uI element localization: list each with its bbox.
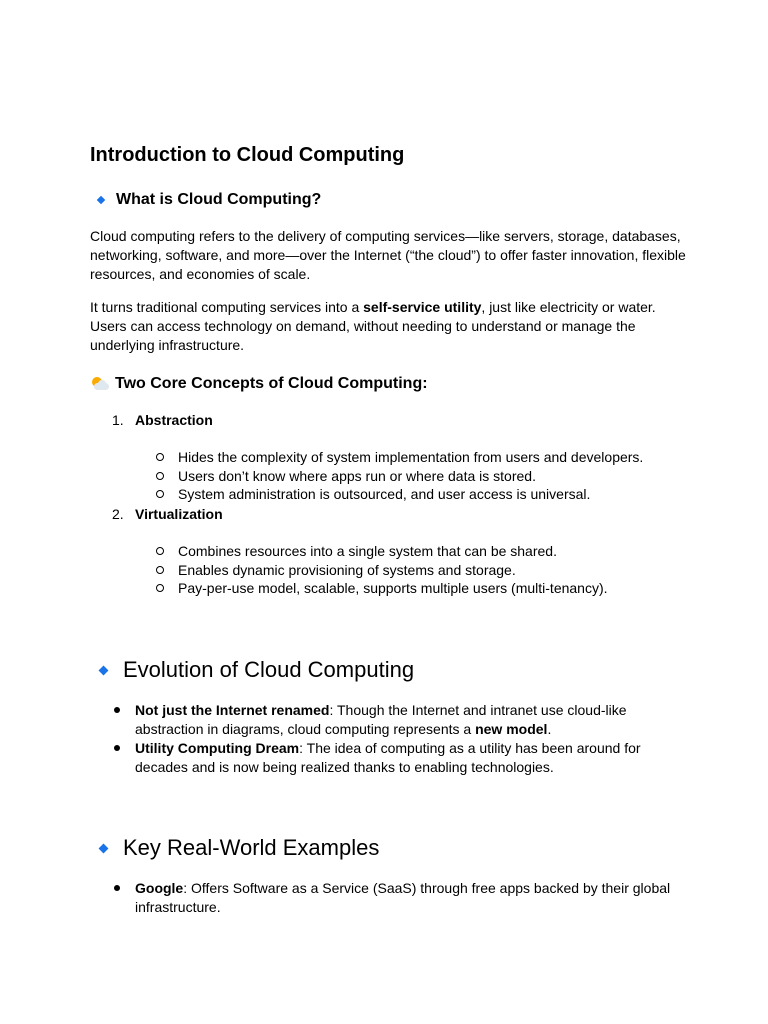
section-heading-core-concepts: [90, 375, 428, 393]
sub-list-item: [156, 580, 608, 596]
bold-text: self-service utility: [363, 299, 482, 315]
sub-list-item: [156, 562, 516, 578]
hollow-bullet-icon: [156, 547, 164, 555]
blue-diamond-icon: [97, 196, 105, 204]
bullet-icon: [114, 885, 120, 891]
section-heading-label: Key Real-World Examples: [123, 835, 380, 860]
paragraph: Cloud computing refers to the delivery of computing services—like servers, storage, databases, networking, software, and more—over the Internet (“the cloud”) to offer faster innovation, flexible resources, and economies of scale.: [90, 228, 686, 282]
sun-behind-cloud-icon: [90, 377, 110, 391]
bullet-icon: [114, 745, 120, 751]
sub-list-item: [156, 468, 536, 484]
hollow-bullet-icon: [156, 453, 164, 461]
section-heading-label: Evolution of Cloud Computing: [123, 657, 415, 682]
bold-text: Google: [135, 880, 184, 896]
hollow-bullet-icon: [156, 490, 164, 498]
blue-diamond-icon: [99, 843, 109, 853]
item-text: : The idea of computing as a utility has been around for decades and is now being realized thanks to enabling technologies.: [135, 740, 641, 775]
bullet-icon: [114, 707, 120, 713]
paragraph-text: It turns traditional computing services into a: [90, 299, 364, 315]
section-heading-what-is: [90, 191, 321, 209]
paragraph-text: , just like electricity or water. Users can access technology on demand, without needing to understand or manage the underlying infrastructure.: [90, 299, 656, 353]
sub-list-item: [156, 449, 643, 465]
section-heading-label: Two Core Concepts of Cloud Computing:: [115, 375, 428, 392]
hollow-bullet-icon: [156, 566, 164, 574]
sub-list-text: Enables dynamic provisioning of systems and storage.: [178, 562, 516, 578]
section-heading-examples: [90, 835, 379, 861]
list-item: [112, 701, 672, 739]
sub-list-text: Pay-per-use model, scalable, supports multiple users (multi-tenancy).: [178, 580, 608, 596]
item-text: : Offers Software as a Service (SaaS) through free apps backed by their global infrastructure.: [135, 880, 671, 915]
sub-list-text: Users don’t know where apps run or where data is stored.: [178, 468, 536, 484]
sub-list-item: [156, 543, 557, 559]
list-item: [112, 739, 672, 777]
list-number: 2.: [112, 506, 124, 522]
sub-list-text: Hides the complexity of system implementation from users and developers.: [178, 449, 644, 465]
section-heading-label: What is Cloud Computing?: [116, 191, 322, 208]
page-title: Introduction to Cloud Computing: [90, 144, 405, 166]
list-item: [112, 879, 672, 917]
item-text: .: [547, 721, 552, 737]
list-item-text: [135, 879, 675, 917]
hollow-bullet-icon: [156, 584, 164, 592]
list-item-label: Virtualization: [135, 506, 223, 522]
list-item-text: [135, 701, 675, 739]
list-item-text: [135, 739, 675, 777]
section-heading-evolution: [90, 657, 414, 683]
bold-text: Utility Computing Dream: [135, 740, 300, 756]
sub-list-text: System administration is outsourced, and user access is universal.: [178, 486, 591, 502]
sub-list-text: Combines resources into a single system that can be shared.: [178, 543, 557, 559]
list-number: 1.: [112, 412, 124, 428]
hollow-bullet-icon: [156, 472, 164, 480]
bold-text: new model: [475, 721, 548, 737]
list-item-label: Abstraction: [135, 412, 213, 428]
paragraph: [90, 298, 690, 355]
blue-diamond-icon: [99, 665, 109, 675]
item-text: : Though the Internet and intranet use cloud-like abstraction in diagrams, cloud computing represents a: [135, 702, 627, 737]
sub-list-item: [156, 486, 590, 502]
bold-text: Not just the Internet renamed: [135, 702, 330, 718]
